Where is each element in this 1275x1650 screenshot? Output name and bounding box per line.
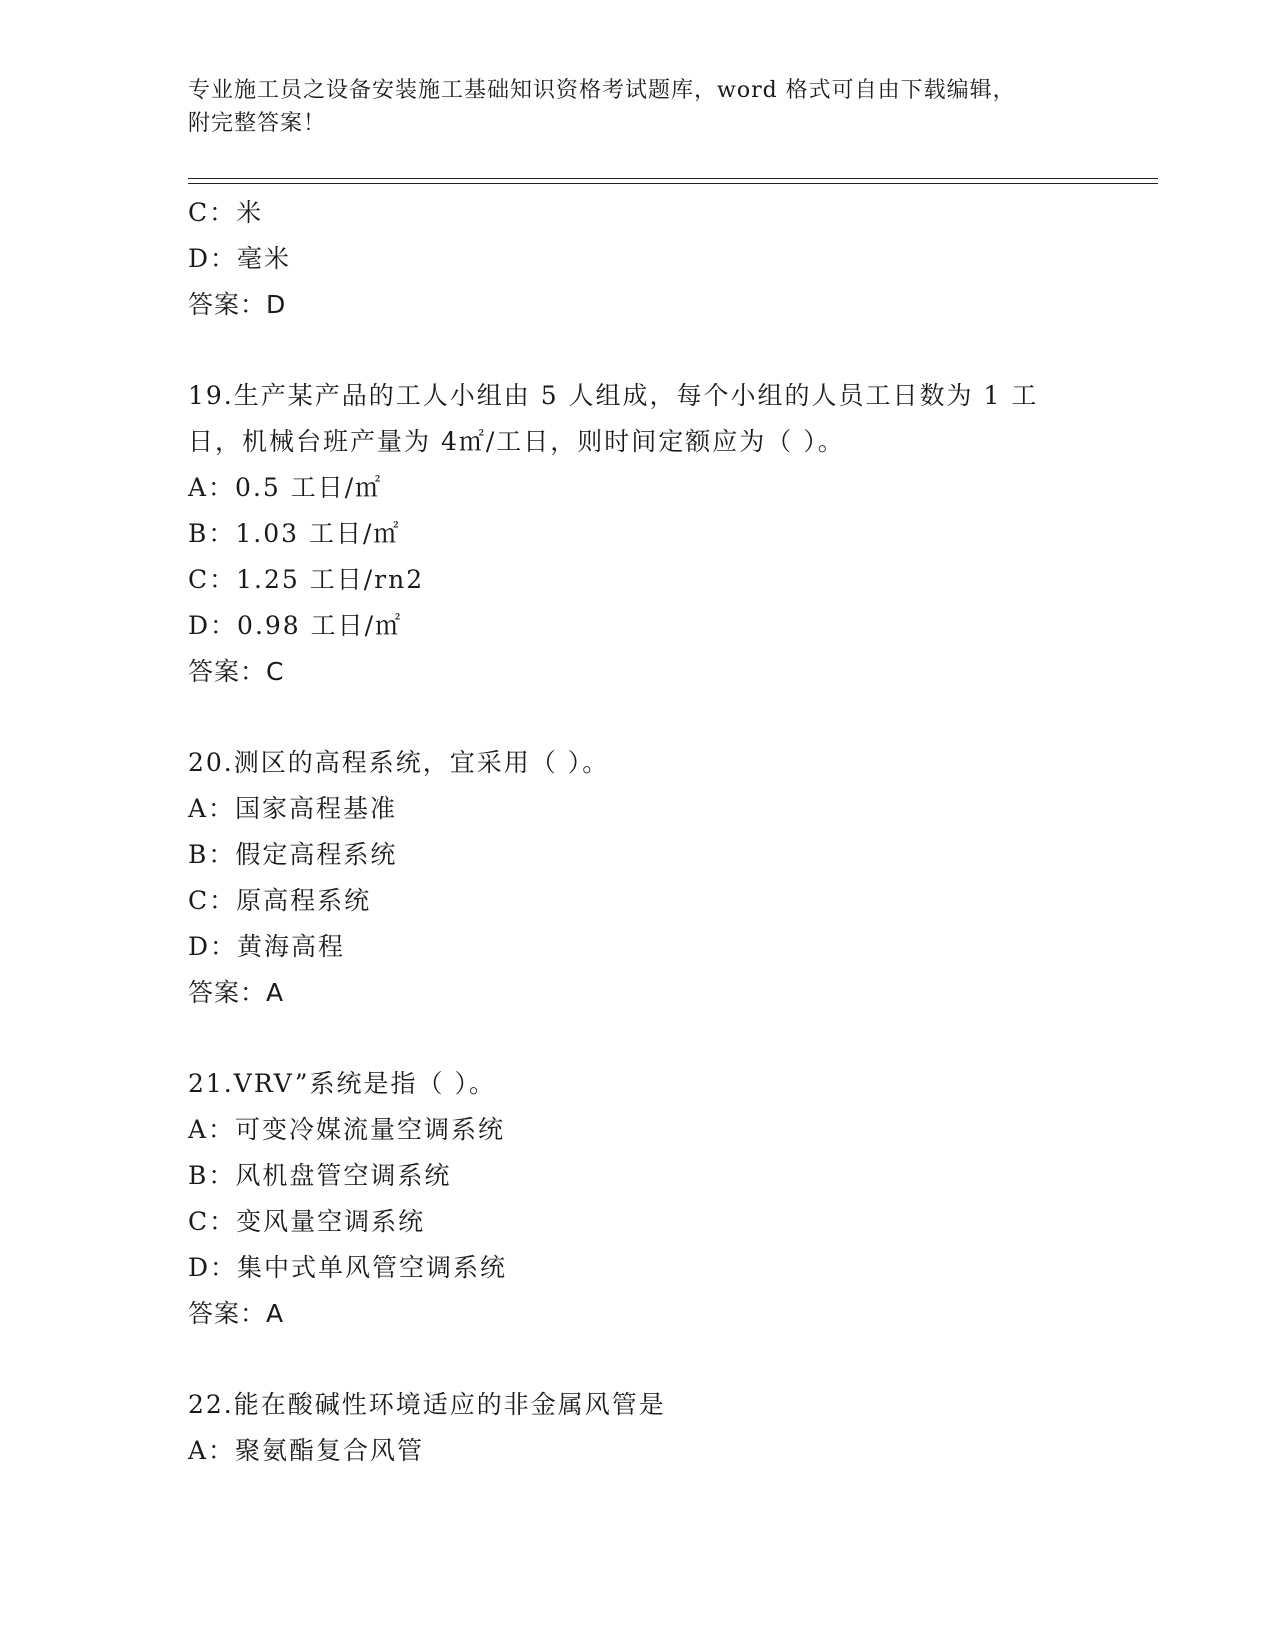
answer-line: 答案：A [188,1299,285,1328]
option-d: D：集中式单风管空调系统 [188,1253,508,1282]
option-a: A：聚氨酯复合风管 [188,1436,425,1465]
option-b: B：风机盘管空调系统 [188,1161,452,1190]
option-b: B：假定高程系统 [188,840,398,869]
question-stem: 21.VRV”系统是指（ ）。 [188,1069,496,1098]
answer-line: 答案：D [188,290,287,319]
option-d: D：毫米 [188,244,292,273]
question-22 [188,1382,1158,1474]
option-a: A：0.5 工日/㎡ [188,473,383,502]
answer-line: 答案：C [188,657,285,686]
option-d: D：黄海高程 [188,932,346,961]
header-line-2: 附完整答案！ [188,111,327,136]
document-header [188,74,1088,140]
question-18-tail [188,190,1158,328]
question-stem: 22.能在酸碱性环境适应的非金属风管是 [188,1390,666,1419]
spacer [188,1337,1158,1382]
option-c: C：变风量空调系统 [188,1207,426,1236]
spacer [188,1016,1158,1061]
spacer [188,328,1158,373]
question-stem: 19.生产某产品的工人小组由 5 人组成，每个小组的人员工日数为 1 工 [188,381,1039,410]
question-21 [188,1061,1158,1337]
header-line-1: 专业施工员之设备安装施工基础知识资格考试题库，word 格式可自由下载编辑， [188,78,1016,103]
question-19 [188,373,1158,695]
option-c: C：原高程系统 [188,886,372,915]
header-divider-bottom [188,183,1158,184]
option-c: C：米 [188,198,264,227]
option-a: A：国家高程基准 [188,794,398,823]
option-d: D：0.98 工日/㎡ [188,611,403,640]
question-stem-continued: 日，机械台班产量为 4㎡/工日，则时间定额应为（ ）。 [188,427,845,456]
question-stem: 20.测区的高程系统，宜采用（ ）。 [188,748,610,777]
header-divider-top [188,178,1158,179]
spacer [188,695,1158,740]
question-20 [188,740,1158,1016]
question-list [188,190,1158,1474]
answer-line: 答案：A [188,978,285,1007]
option-c: C：1.25 工日/rn2 [188,565,425,594]
option-a: A：可变冷媒流量空调系统 [188,1115,506,1144]
option-b: B：1.03 工日/㎡ [188,519,401,548]
